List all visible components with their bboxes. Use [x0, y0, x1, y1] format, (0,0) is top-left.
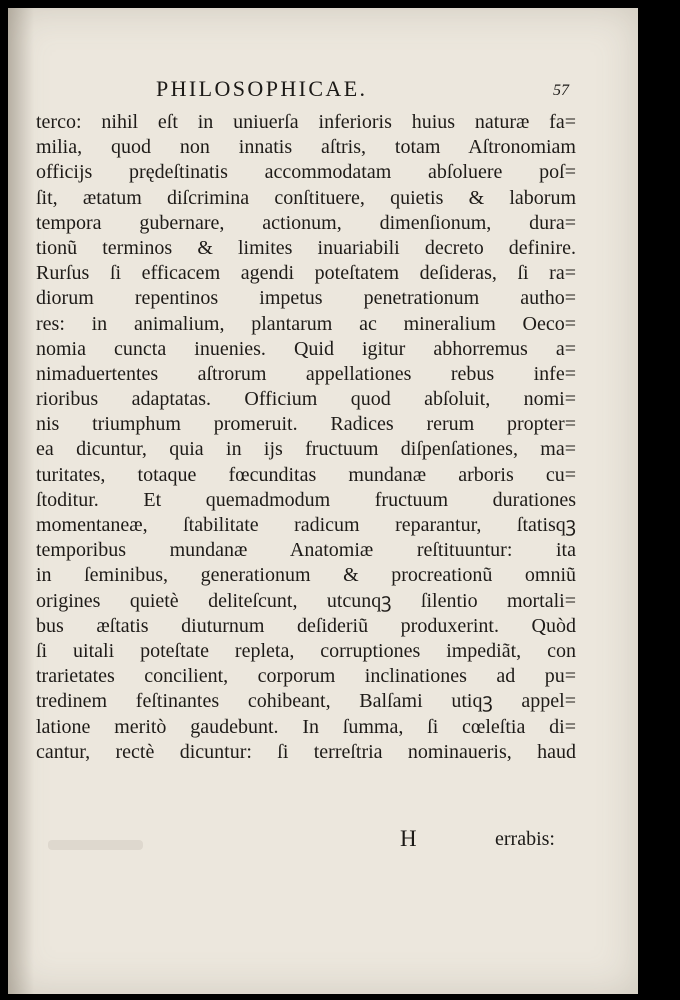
text-line: diorum repentinos impetus penetrationum autho=	[36, 287, 576, 310]
text-line: tempora gubernare, actionum, dimenſionum, dura=	[36, 211, 576, 234]
text-line: milia, quod non innatis aſtris, totam Aſtronomiam	[36, 136, 576, 159]
text-line: origines quietè deliteſcunt, utcunqꝫ ſilentio mortali=	[36, 589, 576, 612]
text-line: nis triumphum promeruit. Radices rerum propter=	[36, 413, 576, 436]
text-line: nimaduertentes aſtrorum appellationes rebus infe=	[36, 362, 576, 385]
text-line: ea dicuntur, quia in ijs fructuum diſpenſationes, ma=	[36, 438, 576, 461]
text-line: tredinem feſtinantes cohibeant, Balſami utiqꝫ appel=	[36, 690, 576, 713]
text-line: res: in animalium, plantarum ac mineralium Oeco=	[36, 312, 576, 335]
book-page	[8, 8, 638, 994]
catchword: errabis:	[495, 828, 555, 850]
page-footer	[8, 826, 638, 854]
text-line: temporibus mundanæ Anatomiæ reſtituuntur: ita	[36, 539, 576, 562]
text-line: trarietates concilient, corporum inclinationes ad pu=	[36, 665, 576, 688]
text-line: momentaneæ, ſtabilitate radicum reparantur, ſtatisqꝫ	[36, 514, 576, 536]
text-line: latione meritò gaudebunt. In ſumma, ſi cœleſtia di=	[36, 715, 576, 738]
page-number: 57	[553, 82, 569, 99]
text-line: terco: nihil eſt in uniuerſa inferioris huius naturæ fa=	[36, 111, 576, 133]
running-head: PHILOSOPHICAE.	[156, 76, 368, 101]
body-text	[36, 110, 576, 765]
text-line: turitates, totaque fœcunditas mundanæ arboris cu=	[36, 463, 576, 486]
text-line: in ſeminibus, generationum & procreationũ omniũ	[36, 564, 576, 587]
text-line: nomia cuncta inuenies. Quid igitur abhorremus a=	[36, 337, 576, 360]
text-line: rioribus adaptatas. Officium quod abſoluit, nomi=	[36, 388, 576, 411]
text-line: officijs prędeſtinatis accommodatam abſoluere poſ=	[36, 161, 576, 184]
text-line: tionũ terminos & limites inuariabili decreto definire.	[36, 236, 576, 259]
text-line: ſi uitali poteſtate repleta, corruptiones impediãt, con	[36, 639, 576, 662]
text-line: bus æſtatis diuturnum deſideriũ produxerint. Quòd	[36, 614, 576, 637]
signature-mark: H	[400, 826, 417, 851]
text-line: Rurſus ſi efficacem agendi poteſtatem deſideras, ſi ra=	[36, 262, 576, 285]
text-line: ſtoditur. Et quemadmodum fructuum durationes	[36, 488, 576, 511]
page-header	[8, 76, 638, 106]
text-line: cantur, rectè dicuntur: ſi terreſtria nominaueris, haud	[36, 740, 576, 763]
text-line: ſit, ætatum diſcrimina conſtituere, quietis & laborum	[36, 186, 576, 209]
